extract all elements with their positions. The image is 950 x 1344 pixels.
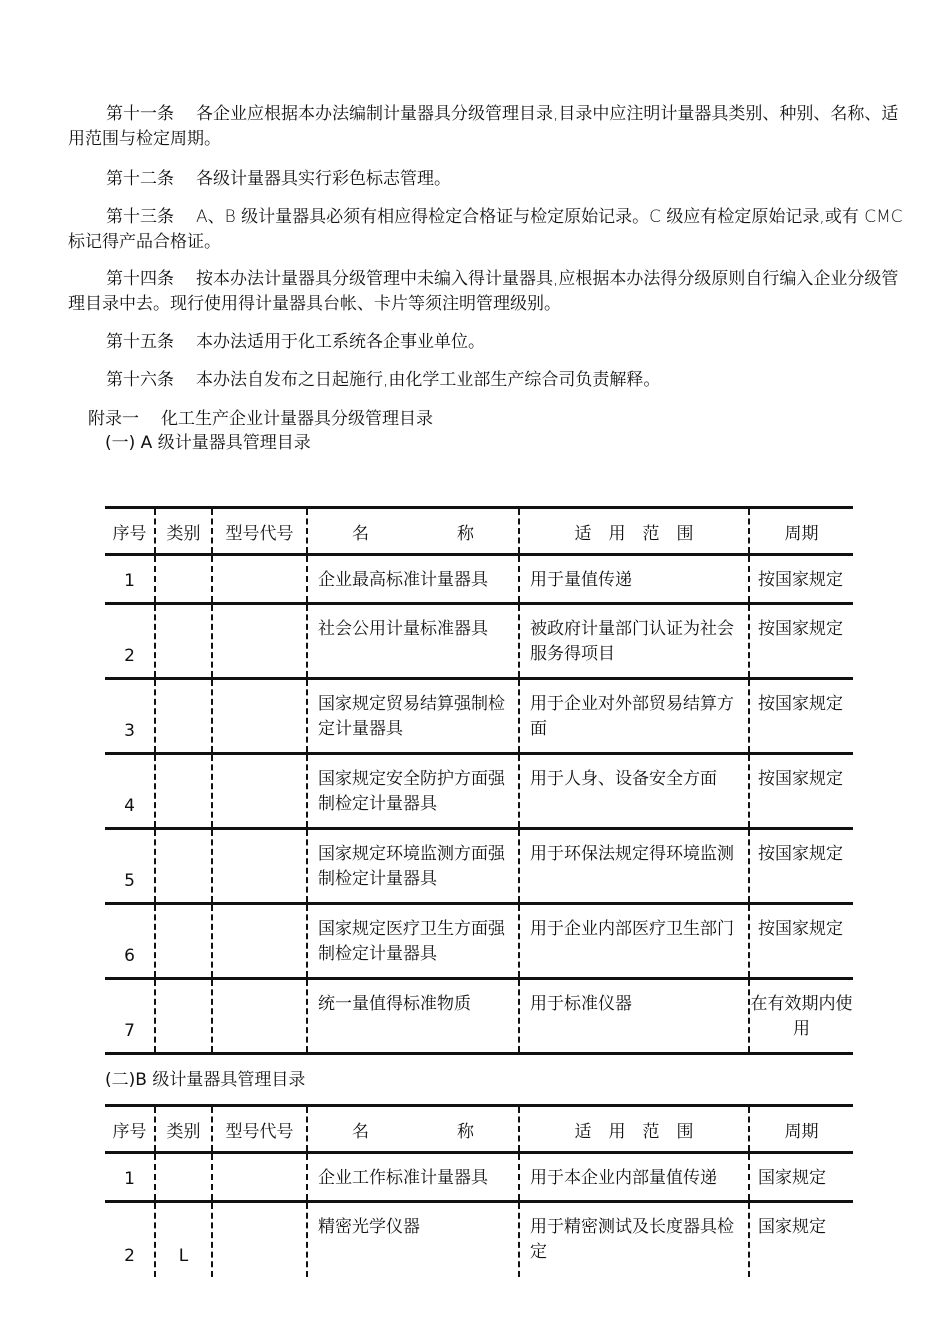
cell-period: 按国家规定: [749, 604, 853, 679]
cell-class: [155, 979, 212, 1054]
cell-scope: 用于本企业内部量值传递: [519, 1153, 749, 1202]
cell-class: [155, 754, 212, 829]
article-text: 本办法适用于化工系统各企事业单位。: [196, 332, 485, 352]
cell-model: [212, 979, 307, 1054]
cell-seq: 1: [124, 1169, 135, 1189]
article-11: [68, 102, 908, 152]
cell-seq: 2: [124, 646, 135, 666]
article-number: 第十二条: [106, 169, 174, 189]
cell-seq: 4: [124, 796, 135, 816]
cell-scope: 用于企业内部医疗卫生部门: [519, 904, 749, 979]
article-number: 第十六条: [106, 370, 174, 390]
header-model: 型号代号: [212, 1106, 307, 1153]
table-row: [105, 555, 853, 604]
article-15: [68, 330, 908, 355]
cell-period: 按国家规定: [749, 754, 853, 829]
cell-period: 在有效期内使用: [749, 979, 853, 1054]
cell-period: 按国家规定: [749, 904, 853, 979]
article-number: 第十四条: [106, 269, 174, 289]
table-header-row: [105, 1106, 853, 1153]
header-period: 周期: [749, 508, 853, 555]
article-number: 第十五条: [106, 332, 174, 352]
article-text: 各级计量器具实行彩色标志管理。: [196, 169, 451, 189]
cell-period: 按国家规定: [749, 829, 853, 904]
cell-name: 国家规定环境监测方面强制检定计量器具: [307, 829, 519, 904]
header-name: [307, 1106, 519, 1153]
cell-name: 国家规定安全防护方面强制检定计量器具: [307, 754, 519, 829]
cell-scope: 被政府计量部门认证为社会服务得项目: [519, 604, 749, 679]
cell-model: [212, 754, 307, 829]
article-text: 本办法自发布之日起施行,由化学工业部生产综合司负责解释。: [196, 370, 661, 390]
article-12: [68, 167, 908, 192]
cell-name: 企业工作标准计量器具: [307, 1153, 519, 1202]
table-b-grade: [105, 1104, 853, 1277]
table-row: [105, 1153, 853, 1202]
cell-class: [155, 829, 212, 904]
cell-name: 统一量值得标准物质: [307, 979, 519, 1054]
cell-period: 按国家规定: [749, 555, 853, 604]
cell-model: [212, 904, 307, 979]
header-name-1: 名: [352, 1121, 369, 1142]
article-14: [68, 267, 908, 317]
table-a-grade: [105, 506, 853, 1055]
article-text: 各企业应根据本办法编制计量器具分级管理目录,目录中应注明计量器具类别、种别、名称、适用范围与检定周期。: [68, 104, 899, 149]
cell-period: 国家规定: [749, 1153, 853, 1202]
header-name-1: 名: [352, 523, 369, 544]
cell-model: [212, 679, 307, 754]
cell-model: [212, 604, 307, 679]
cell-scope: 用于量值传递: [519, 555, 749, 604]
cell-seq: 3: [124, 721, 135, 741]
table-row: [105, 679, 853, 754]
cell-scope: 用于人身、设备安全方面: [519, 754, 749, 829]
appendix-label: 附录一: [88, 409, 139, 429]
article-16: [68, 368, 908, 393]
cell-seq: 1: [124, 571, 135, 591]
header-class: 类别: [155, 508, 212, 555]
table-row: [105, 829, 853, 904]
header-scope: 适 用 范 围: [519, 1106, 749, 1153]
cell-class: [155, 904, 212, 979]
cell-name: 企业最高标准计量器具: [307, 555, 519, 604]
cell-scope: 用于标准仪器: [519, 979, 749, 1054]
table-row: [105, 1202, 853, 1277]
appendix-title: 化工生产企业计量器具分级管理目录: [161, 409, 433, 429]
article-number: 第十一条: [106, 104, 174, 124]
cell-seq: 5: [124, 871, 135, 891]
article-text: 按本办法计量器具分级管理中未编入得计量器具,应根据本办法得分级原则自行编入企业分级管理目录中去。现行使用得计量器具台帐、卡片等须注明管理级别。: [68, 269, 899, 314]
cell-name: 社会公用计量标准器具: [307, 604, 519, 679]
cell-class: [155, 1153, 212, 1202]
section-b-title: (二)B 级计量器具管理目录: [105, 1070, 306, 1090]
cell-class: [155, 555, 212, 604]
cell-model: [212, 1202, 307, 1277]
cell-seq: 2: [124, 1245, 135, 1266]
cell-class: [155, 679, 212, 754]
cell-model: [212, 1153, 307, 1202]
cell-scope: 用于环保法规定得环境监测: [519, 829, 749, 904]
header-name-2: 称: [457, 523, 474, 544]
cell-scope: 用于精密测试及长度器具检定: [519, 1202, 749, 1277]
cell-seq: 7: [124, 1021, 135, 1041]
cell-class: L: [155, 1202, 212, 1277]
header-scope: 适 用 范 围: [519, 508, 749, 555]
article-text: A、B 级计量器具必须有相应得检定合格证与检定原始记录。C 级应有检定原始记录,或有 CMC 标记得产品合格证。: [68, 207, 903, 252]
table-row: [105, 604, 853, 679]
cell-seq: 6: [124, 946, 135, 966]
cell-scope: 用于企业对外部贸易结算方面: [519, 679, 749, 754]
table-row: [105, 904, 853, 979]
table-row: [105, 754, 853, 829]
table-header-row: [105, 508, 853, 555]
section-a-title: (一) A 级计量器具管理目录: [105, 433, 311, 453]
cell-period: 国家规定: [749, 1202, 853, 1277]
cell-name: 国家规定医疗卫生方面强制检定计量器具: [307, 904, 519, 979]
cell-model: [212, 829, 307, 904]
cell-name: 精密光学仪器: [307, 1202, 519, 1277]
header-name-2: 称: [457, 1121, 474, 1142]
header-seq: 序号: [112, 1121, 147, 1142]
appendix-heading: [88, 407, 433, 432]
header-seq: 序号: [112, 523, 147, 544]
cell-period: 按国家规定: [749, 679, 853, 754]
header-period: 周期: [749, 1106, 853, 1153]
header-class: 类别: [155, 1106, 212, 1153]
header-model: 型号代号: [212, 508, 307, 555]
article-number: 第十三条: [106, 207, 174, 227]
header-name: [307, 508, 519, 555]
cell-model: [212, 555, 307, 604]
cell-name: 国家规定贸易结算强制检定计量器具: [307, 679, 519, 754]
cell-class: [155, 604, 212, 679]
table-row: [105, 979, 853, 1054]
article-13: [68, 205, 908, 255]
